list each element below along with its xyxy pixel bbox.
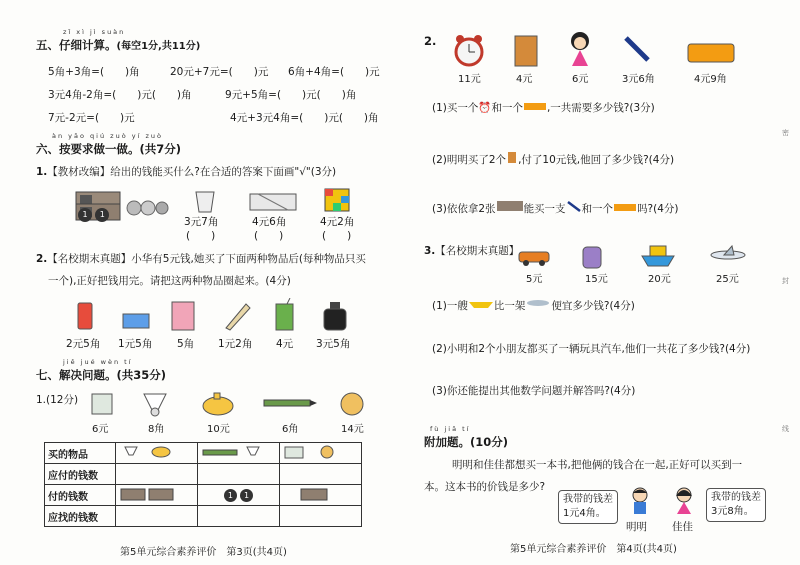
q2-sub3 bbox=[432, 200, 679, 216]
q2-sub2-post: ,付了10元钱,他回了多少钱?(4分) bbox=[518, 154, 675, 166]
q2-sub3-post: 吗?(4分) bbox=[637, 203, 679, 215]
q2-label: 2. bbox=[424, 34, 437, 48]
banknote-icon bbox=[496, 200, 524, 212]
q3-sub2: (2)小明和2个小朋友都买了一辆玩具汽车,他们一共花了多少钱?(4分) bbox=[432, 343, 751, 355]
right-footer: 第5单元综合素养评价 第4页(共4页) bbox=[510, 544, 677, 555]
margin-mark-1: 密 bbox=[782, 129, 789, 137]
s6-q2-text1: 小华有5元钱,她买了下面两种物品后(每种物品只买 bbox=[131, 253, 366, 265]
s7-price-4: 6角 bbox=[282, 424, 299, 435]
q3-sub1-post: 便宜多少钱?(4分) bbox=[551, 300, 635, 312]
q2-price-book: 4元 bbox=[516, 74, 533, 85]
bubble2-line1: 我带的钱差 bbox=[711, 492, 761, 503]
pen-icon bbox=[566, 200, 582, 212]
cell-change-3[interactable] bbox=[280, 506, 362, 527]
s6-q1-text: 给出的钱能买什么?在合适的答案下面画"√"(3分) bbox=[110, 166, 337, 178]
q3-heading bbox=[424, 243, 519, 258]
coin-icons bbox=[78, 208, 109, 222]
s7-pinyin: jiě jué wèn tí bbox=[63, 358, 133, 366]
shuttlecock-fish-icons bbox=[119, 445, 179, 459]
coin-icon: 1 bbox=[95, 208, 109, 222]
banknote-icon bbox=[283, 487, 343, 501]
boy-icon bbox=[628, 486, 652, 516]
toy-plane-icon bbox=[525, 297, 551, 309]
backpack-icon bbox=[580, 242, 604, 270]
q1-blank-1[interactable]: ( ) bbox=[186, 230, 216, 242]
s6-q2-tag: 【名校期末真题】 bbox=[47, 253, 132, 265]
toy-car-icon bbox=[516, 244, 552, 268]
q1-price-2: 4元6角 bbox=[252, 216, 287, 228]
s6-q1-label: 1. bbox=[36, 166, 48, 178]
answer-table bbox=[44, 442, 362, 527]
s7-price-5: 14元 bbox=[341, 424, 364, 435]
q2-price-3: 5角 bbox=[177, 338, 195, 350]
q2-sub3-pre: (3)依依拿2张 bbox=[432, 203, 496, 215]
q2-sub3-mid2: 和一个 bbox=[581, 203, 614, 215]
row-header-due: 应付的钱数 bbox=[45, 464, 116, 485]
margin-mark-2: 封 bbox=[782, 277, 789, 285]
cell-items-2 bbox=[198, 443, 280, 464]
shuttlecock-icon bbox=[140, 390, 170, 418]
s5-pinyin: zǐ xì jì suàn bbox=[63, 28, 126, 36]
q2-price-2: 1元5角 bbox=[118, 338, 153, 350]
q2-sub2-pre: (2)明明买了2个 bbox=[432, 154, 507, 166]
q3-sub1 bbox=[432, 297, 635, 313]
s6-q1 bbox=[36, 164, 336, 179]
extra-title-text: 附加题。 bbox=[424, 435, 470, 449]
q2-sub1-post: ,一共需要多少钱?(3分) bbox=[546, 102, 655, 114]
q3-price-backpack: 15元 bbox=[585, 274, 608, 285]
q1-blank-2[interactable]: ( ) bbox=[254, 230, 284, 242]
calc-r3c2: 4元+3元4角=( )元( )角 bbox=[230, 112, 379, 124]
q2-sub2 bbox=[432, 151, 674, 167]
s7-title: 七、解决问题。(共35分) bbox=[36, 368, 167, 382]
pencil-box-icon bbox=[686, 40, 736, 66]
q2-price-1: 2元5角 bbox=[66, 338, 101, 350]
ruler-icon bbox=[222, 300, 252, 332]
q2-price-5: 4元 bbox=[276, 338, 294, 350]
rubiks-cube-icon bbox=[322, 186, 352, 214]
name-mingming: 明明 bbox=[626, 521, 647, 533]
bubble1-line1: 我带的钱差 bbox=[563, 494, 613, 505]
q3-sub1-mid: 比一架 bbox=[493, 300, 526, 312]
q3-price-car: 5元 bbox=[526, 274, 543, 285]
q1-price-3: 4元2角 bbox=[320, 216, 355, 228]
q3-sub1-pre: (1)一艘 bbox=[432, 300, 468, 312]
s7-price-3: 10元 bbox=[207, 424, 230, 435]
q2-price-clock: 11元 bbox=[458, 74, 481, 85]
s6-q1-tag: 【教材改编】 bbox=[47, 166, 111, 178]
q3-price-boat: 20元 bbox=[648, 274, 671, 285]
cell-due-1[interactable] bbox=[116, 464, 198, 485]
eraser-icon bbox=[121, 308, 151, 332]
drink-can-icon bbox=[74, 300, 96, 332]
s5-score: (每空1分,共11分) bbox=[116, 41, 201, 52]
juice-box-icon bbox=[273, 298, 297, 332]
pen-icon bbox=[622, 34, 652, 64]
q3-tag: 【名校期末真题】 bbox=[435, 245, 520, 257]
banknotes-icon bbox=[119, 487, 179, 501]
s6-title: 六、按要求做一做。(共7分) bbox=[36, 142, 182, 156]
row-header-paid: 付的钱数 bbox=[45, 485, 116, 506]
book-icon bbox=[506, 151, 518, 163]
ink-bottle-icon bbox=[320, 300, 350, 332]
cell-items-1 bbox=[116, 443, 198, 464]
coin-icon: 1 bbox=[78, 208, 92, 222]
s7-q1-label: 1.(12分) bbox=[36, 394, 79, 406]
q2-sub1 bbox=[432, 100, 655, 115]
cell-paid-3 bbox=[280, 485, 362, 506]
q2-price-pen: 3元6角 bbox=[622, 74, 655, 85]
bubble1-line2: 1元4角。 bbox=[563, 508, 606, 519]
calc-r2c1: 3元4角-2角=( )元( )角 bbox=[48, 89, 192, 101]
q2-price-4: 1元2角 bbox=[218, 338, 253, 350]
s5-title-text: 五、仔细计算。 bbox=[36, 38, 117, 52]
toy-submarine-icon bbox=[200, 390, 236, 418]
coin-icon: 1 bbox=[224, 489, 237, 502]
calc-r1c3: 6角+4角=( )元 bbox=[288, 66, 380, 78]
pencil-icon bbox=[262, 396, 318, 410]
extra-score: (10分) bbox=[470, 435, 509, 449]
q1-blank-3[interactable]: ( ) bbox=[322, 230, 352, 242]
q3-price-plane: 25元 bbox=[716, 274, 739, 285]
pencil-case-icon bbox=[88, 390, 116, 418]
cell-items-3 bbox=[280, 443, 362, 464]
book-icon bbox=[512, 34, 540, 68]
s6-pinyin: àn yāo qiú zuò yí zuò bbox=[52, 132, 163, 140]
q3-label: 3. bbox=[424, 245, 436, 257]
small-coins-icon bbox=[124, 196, 174, 220]
bubble-jiajia bbox=[706, 488, 766, 522]
cell-due-3[interactable] bbox=[280, 464, 362, 485]
cup-icon bbox=[190, 188, 220, 214]
pencil-box-icon bbox=[613, 202, 637, 212]
left-footer: 第5单元综合素养评价 第3页(共4页) bbox=[120, 547, 287, 558]
cell-due-2[interactable] bbox=[198, 464, 280, 485]
toy-plane-icon bbox=[708, 244, 748, 266]
cell-paid-1 bbox=[116, 485, 198, 506]
money-image bbox=[74, 190, 174, 226]
notebook-icon bbox=[170, 300, 198, 332]
cell-change-2[interactable] bbox=[198, 506, 280, 527]
row-header-change: 应找的钱数 bbox=[45, 506, 116, 527]
calc-r1c2: 20元+7元=( )元 bbox=[170, 66, 269, 78]
q2-sub3-mid1: 能买一支 bbox=[523, 203, 566, 215]
alarm-clock-icon: ⏰ bbox=[478, 102, 492, 114]
name-jiajia: 佳佳 bbox=[672, 521, 693, 533]
q2-price-6: 3元5角 bbox=[316, 338, 351, 350]
bubble2-line2: 3元8角。 bbox=[711, 506, 754, 517]
toy-boat-icon bbox=[640, 242, 676, 268]
s7-price-1: 6元 bbox=[92, 424, 109, 435]
toy-boat-icon bbox=[468, 297, 494, 309]
doll-icon bbox=[566, 30, 594, 68]
calc-r2c2: 9元+5角=( )元( )角 bbox=[225, 89, 357, 101]
q1-price-1: 3元7角 bbox=[184, 216, 219, 228]
calc-r1c1: 5角+3角=( )角 bbox=[48, 66, 140, 78]
q3-sub3: (3)你还能提出其他数学问题并解答吗?(4分) bbox=[432, 385, 636, 397]
s5-title bbox=[36, 37, 200, 53]
q2-price-doll: 6元 bbox=[572, 74, 589, 85]
pencil-box-icon bbox=[248, 190, 298, 212]
margin-mark-3: 线 bbox=[782, 425, 789, 433]
alarm-clock-icon bbox=[452, 34, 486, 68]
bubble-mingming bbox=[558, 490, 618, 524]
extra-title bbox=[424, 434, 508, 450]
coin-icon: 1 bbox=[240, 489, 253, 502]
case-ball-icons bbox=[283, 445, 353, 459]
s7-price-2: 8角 bbox=[148, 424, 165, 435]
girl-icon bbox=[672, 486, 696, 516]
calc-r3c1: 7元-2元=( )元 bbox=[48, 112, 135, 124]
pencil-shuttlecock-icons bbox=[201, 445, 271, 459]
q2-price-box: 4元9角 bbox=[694, 74, 727, 85]
s6-q2-line1 bbox=[36, 251, 366, 266]
row-header-items: 买的物品 bbox=[45, 443, 116, 464]
extra-pinyin: fù jiā tí bbox=[430, 425, 471, 433]
extra-text1: 明明和佳佳都想买一本书,把他俩的钱合在一起,正好可以买到一 bbox=[452, 459, 743, 471]
extra-text2: 本。这本书的价钱是多少? bbox=[424, 481, 546, 493]
pencil-box-icon bbox=[523, 101, 547, 111]
ball-icon bbox=[338, 390, 366, 418]
s6-q2-label: 2. bbox=[36, 253, 48, 265]
cell-paid-2 bbox=[198, 485, 280, 506]
s6-q2-line2: 一个),正好把钱用完。请把这两种物品圈起来。(4分) bbox=[48, 275, 291, 287]
q2-sub1-mid: 和一个 bbox=[491, 102, 523, 114]
cell-change-1[interactable] bbox=[116, 506, 198, 527]
q2-sub1-pre: (1)买一个 bbox=[432, 102, 479, 114]
